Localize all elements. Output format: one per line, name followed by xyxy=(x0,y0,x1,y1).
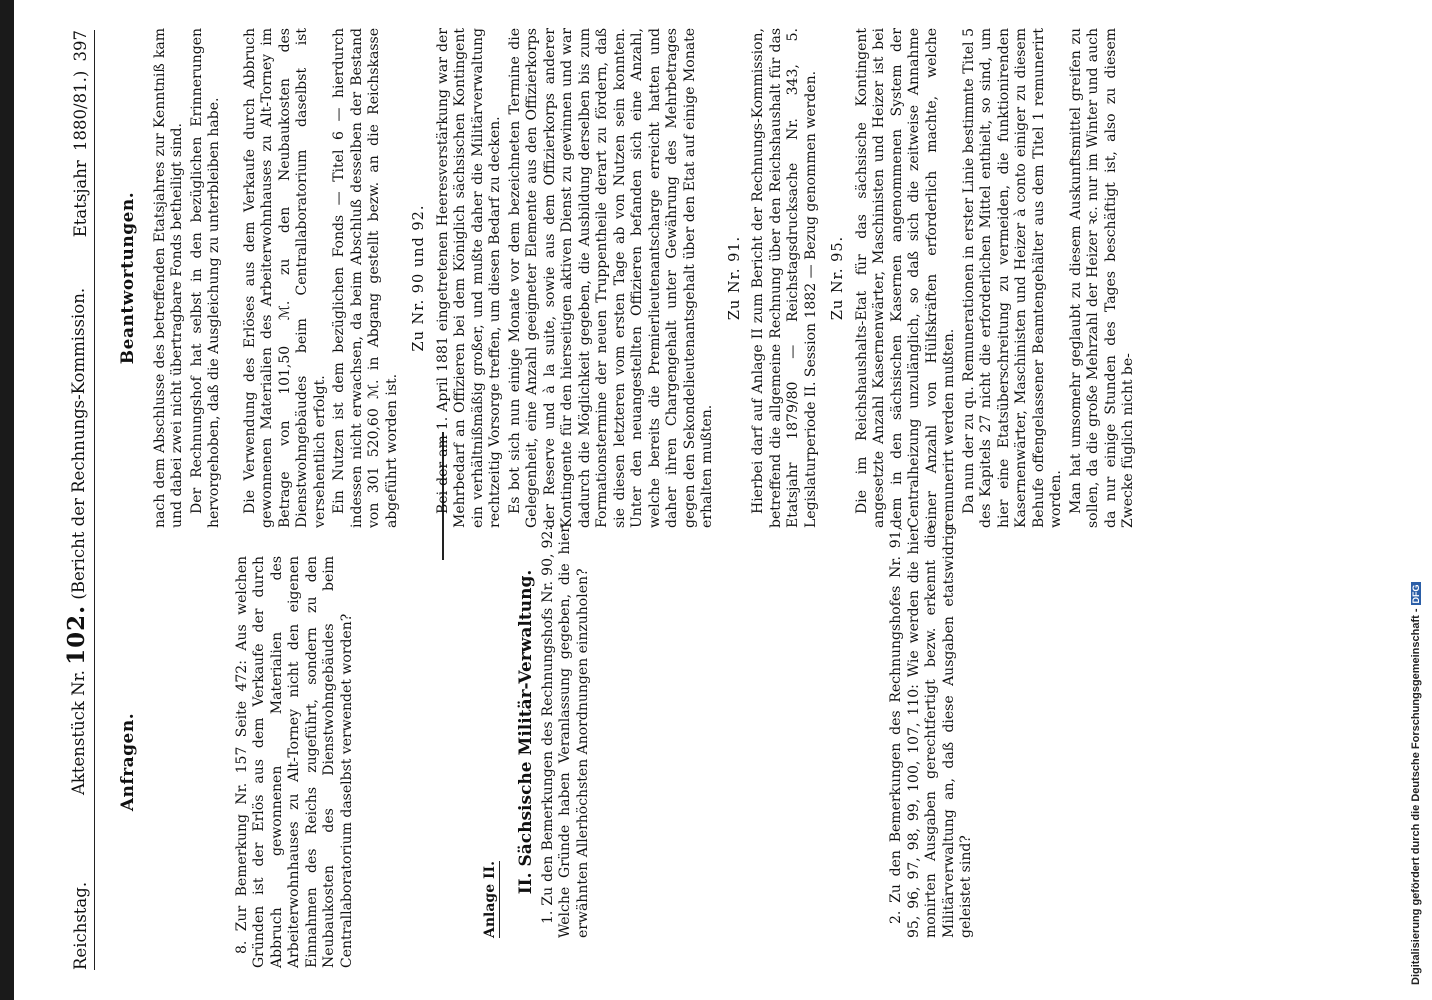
header-number: 102. xyxy=(63,604,90,665)
questions-column xyxy=(112,556,358,968)
military-section xyxy=(512,526,978,938)
subheading-zu-91: Zu Nr. 91. xyxy=(726,235,743,321)
answers-column xyxy=(112,28,1140,528)
answer-p2: Der Rechnungshof hat selbst in den bezüglichen Erinnerungen hervorgehoben, daß die Ausgleichung zu unterbleiben habe. xyxy=(188,28,222,528)
answer-p8: Die im Reichshaushalts-Etat für das sächsische Kontingent angesetzte Anzahl Kasernenwärter, Maschinisten und Heizer ist bei dem in den sächsischen Kasernen angenommenen System der Centralheizung unzulänglich, so daß sich die zeitweise Annahme einer Anzahl von Hülfskräften erforderlich machte, welche remunerirt werden mußten. xyxy=(853,28,957,528)
answer-p3: Die Verwendung des Erlöses aus dem Verkaufe durch Abbruch gewonnenen Materialien des Arbeiterwohnhauses zu Alt-Torney im Betrage von 101,50 ℳ. zu den Neubaukosten des Dienstwohngebäudes beim Centrallaboratorium daselbst ist versehentlich erfolgt. xyxy=(241,28,328,528)
answer-p6: Es bot sich nun einige Monate vor dem bezeichneten Termine die Gelegenheit, eine Anzahl geeigneter Elemente aus den Offizierkorps der Reserve und à la suite, sowie aus dem Offizierkorps anderer Kontingente für den hierseitigen aktiven Dienst zu gewinnen und war dadurch die Möglichkeit gegeben, die Ausbildung derselben bis zum Formationstermine der neuen Truppentheile derart zu fördern, daß sie diesen letzteren vom ersten Tage ab von Nutzen sein konnten. Unter den neuangestellten Offizieren befanden sich eine Anzahl, welche bereits die Premierlieutenantscharge erreicht hatten und daher ihren Chargengehalt unter Gewährung des Mehrbetrages gegen den Sekondelieutenantsgehalt über den Etat auf einige Monate erhalten mußten. xyxy=(506,28,715,528)
header-center-suffix: (Bericht der Rechnungs-Kommission. xyxy=(69,287,88,600)
page-header xyxy=(60,30,95,970)
question-1: 1. Zu den Bemerkungen des Rechnungshofs Nr. 90, 92: Welche Gründe haben Veranlassung gegeben, die hier erwähnten Allerhöchsten Anordnungen einzuholen? xyxy=(539,526,591,938)
header-right: Etatsjahr 1880/81.) 397 xyxy=(71,30,90,238)
anlage-label: Anlage II. xyxy=(482,861,498,938)
footer-text: Digitalisierung gefördert durch die Deutsche Forschungsgemeinschaft - xyxy=(1410,608,1422,985)
answers-heading: Beantwortungen. xyxy=(118,191,138,365)
section-title: II. Sächsische Militär-Verwaltung. xyxy=(516,569,536,895)
subheading-zu-90-92: Zu Nr. 90 und 92. xyxy=(411,204,427,352)
digitization-footer xyxy=(1410,582,1422,985)
question-2: 2. Zu den Bemerkungen des Rechnungshofes Nr. 91, 95, 96, 97, 98, 99, 100, 107, 110: Wie werden die hier monirten Ausgaben gerechtfertigt bezw. erkennt die Militärverwaltung an, daß diese Ausgaben etatswidrig geleistet sind? xyxy=(888,526,974,938)
answer-p9: Da nun der zu qu. Remunerationen in erster Linie bestimmte Titel 5 des Kapitels 27 nicht die erforderlichen Mittel enthielt, so sind, um hier eine Etatsüberschreitung zu vermeiden, die funktionirenden Kasernenwärter, Maschinisten und Heizer à conto einiger zu diesem Behufe offengelassener Beamtengehälter aus dem Titel 1 remunerirt worden. xyxy=(960,28,1064,528)
answer-p1: nach dem Abschlusse des betreffenden Etatsjahres zur Kenntniß kam und dabei zwei nicht übertragbare Fonds betheiligt sind. xyxy=(151,28,185,528)
answer-p4: Ein Nutzen ist dem bezüglichen Fonds — Titel 6 — hierdurch indessen nicht erwachsen, da beim Abschluß desselben der Bestand von 301 520,60 ℳ. in Abgang gestellt bezw. an die Reichskasse abgeführt worden ist. xyxy=(331,28,400,528)
answer-p5: Bei der am 1. April 1881 eingetretenen Heeresverstärkung war der Mehrbedarf an Offizieren bei dem Königlich sächsischen Kontingent ein verhältnißmäßig großer, und mußte daher die Militärverwaltung rechtzeitig Vorsorge treffen, um diesen Bedarf zu decken. xyxy=(434,28,503,528)
subheading-zu-95: Zu Nr. 95. xyxy=(830,235,846,321)
header-left: Reichstag. xyxy=(71,881,90,970)
question-8: 8. Zur Bemerkung Nr. 157 Seite 472: Aus welchen Gründen ist der Erlös aus dem Verkaufe der durch Abbruch gewonnenen Materialien des Arbeiterwohnhauses zu Alt-Torney nicht den eigenen Einnahmen des Reichs zugeführt, sondern zu den Neubaukosten des Dienstwohngebäudes beim Centrallaboratorium daselbst verwendet worden? xyxy=(233,556,355,968)
dfg-logo: DFG xyxy=(1411,584,1421,604)
questions-heading: Anfragen. xyxy=(118,712,138,812)
answer-p10: Man hat umsomehr geglaubt zu diesem Auskunftsmittel greifen zu sollen, da die große Mehrzahl der Heizer ꝛc. nur im Winter und auch da nur einige Stunden des Tages beschäftigt ist, also zu diesem Zwecke füglich nicht be- xyxy=(1067,28,1136,528)
header-center-prefix: Aktenstück Nr. xyxy=(69,670,88,795)
header-center xyxy=(63,288,90,795)
answer-p7: Hierbei darf auf Anlage II zum Bericht der Rechnungs-Kommission, betreffend die allgemeine Rechnung über den Reichshaushalt für das Etatsjahr 1879/80 — Reichstagsdrucksache Nr. 343, 5. Legislaturperiode II. Session 1882 — Bezug genommen werden. xyxy=(750,28,819,528)
